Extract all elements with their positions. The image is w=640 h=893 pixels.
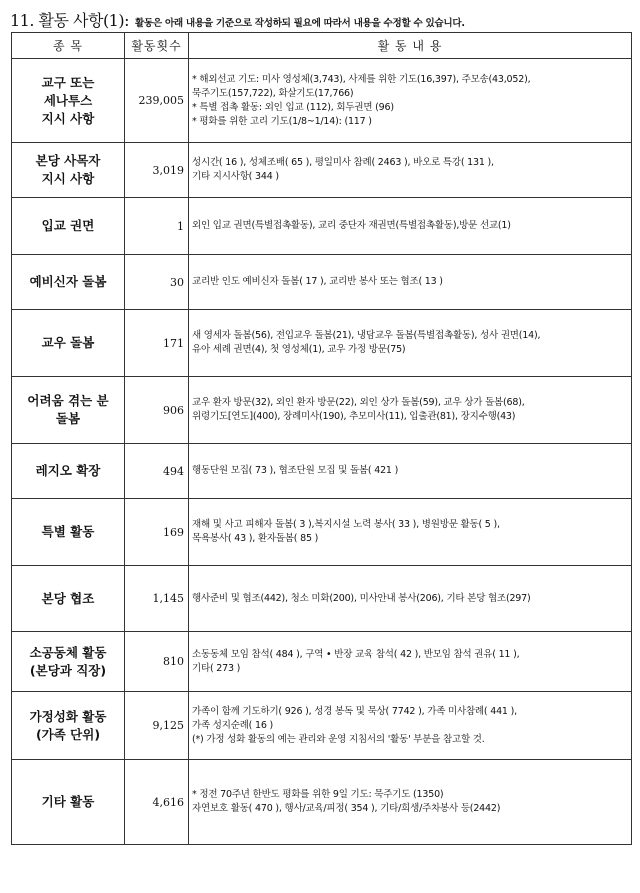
content-line: 성시간( 16 ), 성체조배( 65 ), 평일미사 참례( 2463 ), 바오로 특강( 131 ), <box>192 157 494 168</box>
content-line: 교리반 인도 예비신자 돌봄( 17 ), 교리반 봉사 또는 협조( 13 ) <box>192 276 443 287</box>
content-line: * 해외선교 기도: 미사 영성체(3,743), 사제를 위한 기도(16,397), 주모송(43,052), <box>192 73 531 85</box>
activity-count-cell: 810 <box>125 632 189 692</box>
activity-content-cell <box>189 59 632 143</box>
category-label-line: 어려움 겪는 분 <box>27 393 109 408</box>
table-row <box>12 692 632 760</box>
content-line: 유아 세례 권면(4), 첫 영성체(1), 교우 가정 방문(75) <box>192 344 406 355</box>
activity-count-cell: 171 <box>125 310 189 377</box>
category-label-line: 교구 또는 <box>41 74 95 90</box>
category-cell <box>12 143 125 198</box>
category-label-line: 레지오 확장 <box>35 463 101 478</box>
activity-count-cell: 169 <box>125 499 189 566</box>
category-cell <box>12 760 125 845</box>
activity-content-cell <box>189 760 632 845</box>
category-label-line: 입교 권면 <box>41 218 95 233</box>
activity-count-cell: 1 <box>125 198 189 255</box>
category-label-line: 교우 돌봄 <box>41 335 95 350</box>
category-label-line: 소공동체 활동 <box>29 644 107 660</box>
category-label-line: 가정성화 활동 <box>29 708 107 724</box>
table-header-row <box>12 33 632 59</box>
category-label-line: 특별 활동 <box>41 524 95 539</box>
activity-count-cell: 9,125 <box>125 692 189 760</box>
activity-content-cell <box>189 499 632 566</box>
content-line: * 정전 70주년 한반도 평화를 위한 9일 기도: 묵주기도 (1350) <box>192 789 444 800</box>
category-label-line: 지시 사항 <box>41 171 95 186</box>
category-cell <box>12 499 125 566</box>
activity-count-cell: 4,616 <box>125 760 189 845</box>
content-line: 외인 입교 권면(특별접촉활동), 교리 중단자 재권면(특별접촉활동),방문 선교(1) <box>192 220 511 231</box>
table-row <box>12 566 632 632</box>
category-label-line: 본당 협조 <box>41 590 95 606</box>
activity-count-cell: 1,145 <box>125 566 189 632</box>
content-line: 행동단원 모집( 73 ), 협조단원 모집 및 돌봄( 421 ) <box>192 465 399 476</box>
content-line: 목욕봉사( 43 ), 환자돌봄( 85 ) <box>192 533 319 544</box>
category-cell <box>12 566 125 632</box>
content-line: 가족이 함께 기도하기( 926 ), 성경 봉독 및 묵상( 7742 ), 가족 미사참례( 441 ), <box>192 705 517 717</box>
category-label-line: 본당 사목자 <box>35 153 101 168</box>
activity-count-cell: 30 <box>125 255 189 310</box>
category-cell <box>12 692 125 760</box>
header-category: 종 목 <box>12 33 125 59</box>
category-cell <box>12 377 125 444</box>
activity-content-cell <box>189 377 632 444</box>
header-count: 활동횟수 <box>125 33 189 59</box>
table-row <box>12 499 632 566</box>
table-row <box>12 255 632 310</box>
category-cell <box>12 198 125 255</box>
content-line: 행사준비 및 협조(442), 청소 미화(200), 미사안내 봉사(206), 기타 본당 협조(297) <box>192 592 531 604</box>
category-label-line: (가족 단위) <box>35 726 101 742</box>
activity-count-cell: 239,005 <box>125 59 189 143</box>
activity-content-cell <box>189 198 632 255</box>
category-label-line: 돌봄 <box>55 411 81 426</box>
activity-count-cell: 906 <box>125 377 189 444</box>
content-line: 기타( 273 ) <box>192 662 241 674</box>
category-cell <box>12 310 125 377</box>
page-header <box>10 8 465 30</box>
activity-table <box>11 32 632 845</box>
category-cell <box>12 444 125 499</box>
table-row <box>12 198 632 255</box>
instruction-note: 활동은 아래 내용을 기준으로 작성하되 필요에 따라서 내용을 수정할 수 있습니다. <box>135 18 465 29</box>
title-colon: : <box>124 11 129 30</box>
category-cell <box>12 59 125 143</box>
category-label-line: (본당과 직장) <box>29 662 107 678</box>
content-line: 소동동체 모임 참석( 484 ), 구역 • 반장 교육 참석( 42 ), 반모임 참석 권유( 11 ), <box>192 648 520 660</box>
category-label-line: 세나투스 <box>43 92 93 108</box>
content-line: 자연보호 활동( 470 ), 행사/교육/피정( 354 ), 기타/희생/주차봉사 등(2442) <box>192 803 501 814</box>
table-row <box>12 632 632 692</box>
activity-count-cell: 3,019 <box>125 143 189 198</box>
category-cell <box>12 255 125 310</box>
category-label-line: 예비신자 돌봄 <box>29 274 107 289</box>
table-row <box>12 59 632 143</box>
activity-content-cell <box>189 566 632 632</box>
activity-content-cell <box>189 632 632 692</box>
category-label-line: 지시 사항 <box>41 110 95 126</box>
activity-content-cell <box>189 255 632 310</box>
content-line: * 특별 접촉 활동: 외인 입교 (112), 회두권면 (96) <box>192 101 394 113</box>
table-row <box>12 143 632 198</box>
content-line: 기타 지시사항( 344 ) <box>192 171 279 182</box>
table-row <box>12 310 632 377</box>
content-line: 새 영세자 돌봄(56), 전입교우 돌봄(21), 냉담교우 돌봄(특별접촉활동), 성사 권면(14), <box>192 330 541 341</box>
table-row <box>12 760 632 845</box>
page-title: 11. 활동 사항(1) <box>10 11 125 30</box>
category-cell <box>12 632 125 692</box>
header-content: 활 동 내 용 <box>189 33 632 59</box>
activity-count-cell: 494 <box>125 444 189 499</box>
activity-content-cell <box>189 310 632 377</box>
category-label-line: 기타 활동 <box>41 794 95 809</box>
content-line: 위령기도[연도](400), 장례미사(190), 추모미사(11), 입출관(81), 장지수행(43) <box>192 411 516 422</box>
content-line: * 평화를 위한 고리 기도(1/8~1/14): (117 ) <box>192 115 372 127</box>
activity-content-cell <box>189 444 632 499</box>
content-line: (*) 가정 성화 활동의 예는 관리와 운영 지침서의 '활동' 부분을 참고할 것. <box>192 733 485 745</box>
table-row <box>12 444 632 499</box>
content-line: 재해 및 사고 피해자 돌봄( 3 ),복지시설 노력 봉사( 33 ), 병원방문 활동( 5 ), <box>192 519 500 530</box>
content-line: 묵주기도(157,722), 화살기도(17,766) <box>192 87 354 99</box>
content-line: 교우 환자 방문(32), 외인 환자 방문(22), 외인 상가 돌봄(59), 교우 상가 돌봄(68), <box>192 397 525 408</box>
table-body <box>12 59 632 845</box>
content-line: 가족 성지순례( 16 ) <box>192 719 274 731</box>
activity-content-cell <box>189 692 632 760</box>
activity-content-cell <box>189 143 632 198</box>
table-row <box>12 377 632 444</box>
